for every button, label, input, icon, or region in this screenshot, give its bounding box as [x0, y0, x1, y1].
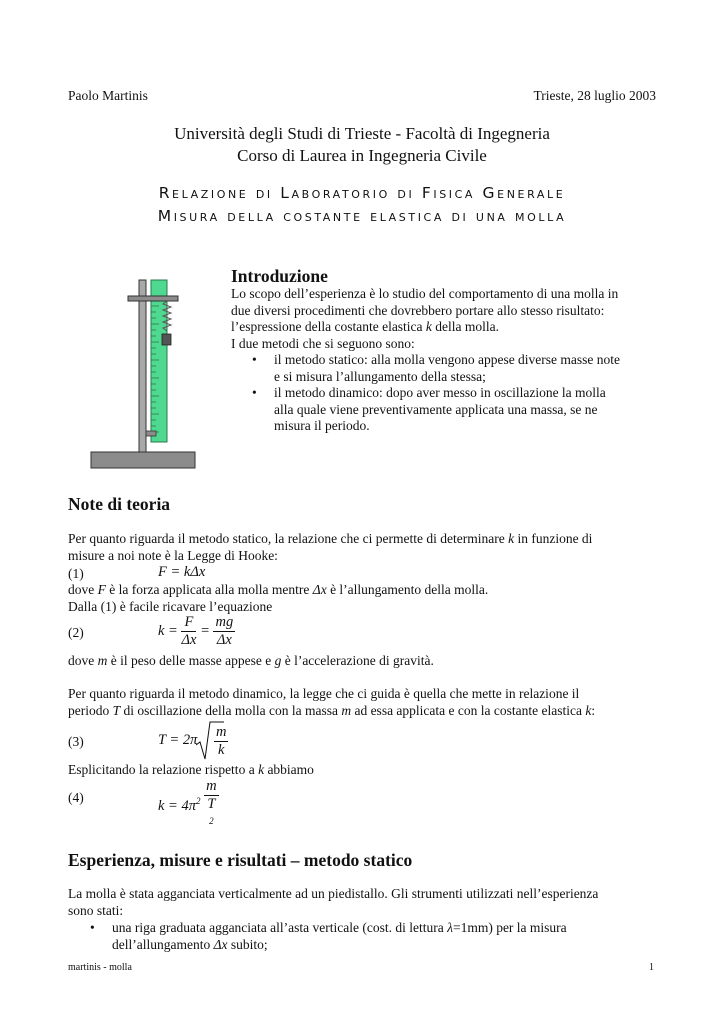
intro-k-symbol: k [425, 319, 432, 335]
static-bullet-list [90, 920, 680, 953]
eq3-fraction [214, 724, 228, 759]
text-b: è il peso delle masse appese e [107, 653, 275, 668]
bullet-1-line-2: e si misura l’allungamento della stessa; [274, 368, 486, 384]
k-symbol: k [258, 762, 265, 777]
theory-paragraph-2 [68, 582, 668, 615]
intro-bullet-list [252, 352, 620, 435]
text-a: Esplicitando la relazione rispetto a [68, 762, 259, 777]
theory-heading: Note di teoria [68, 494, 171, 514]
bullet-2-line-2: alla quale viene preventivamente applicata una massa, se ne [274, 401, 598, 417]
stand-base [91, 452, 195, 468]
top-arm [128, 296, 178, 301]
hanging-mass [162, 334, 171, 345]
list-item [252, 385, 620, 435]
dx-symbol: Δx [213, 936, 228, 952]
report-title-line-2: Misura della costante elastica di una molla [157, 207, 567, 225]
text-b: di oscillazione della molla con la massa [120, 702, 342, 718]
text-b: subito; [227, 936, 268, 952]
eq1-label: (1) [68, 566, 84, 581]
list-item [252, 352, 620, 385]
static-method-heading: Esperienza, misure e risultati – metodo statico [68, 850, 413, 870]
k-symbol: k [585, 702, 592, 718]
static-p1-line-2: sono stati: [68, 902, 124, 918]
text-b: =1mm) per la misura [452, 920, 567, 935]
theory-p5-line-2 [68, 703, 678, 720]
intro-paragraph [231, 286, 671, 352]
eq4-fraction [204, 778, 218, 835]
bullet-2-line-3: misura il periodo. [274, 418, 370, 434]
bullet-2-line-1: il metodo dinamico: dopo aver messo in oscillazione la molla [274, 385, 606, 401]
theory-paragraph-4 [68, 653, 668, 670]
eq4-lhs: k = 4π [158, 797, 196, 814]
fraction-numerator: m [216, 724, 227, 740]
theory-paragraph-5 [68, 686, 678, 719]
m-symbol: m [97, 653, 108, 668]
m-symbol: m [341, 702, 352, 718]
T-symbol: T [112, 702, 121, 718]
text-b: è la forza applicata alla molla mentre [105, 582, 313, 597]
eq2-fraction-2 [213, 614, 235, 649]
list-item [90, 920, 680, 953]
fraction-denominator: Δx [181, 632, 197, 648]
intro-line-1: Lo scopo dell’esperienza è lo studio del comportamento di una molla in [231, 286, 619, 301]
institution-line-2: Corso di Laurea in Ingegneria Civile [237, 146, 487, 165]
k-symbol: k [508, 531, 515, 546]
eq2-formula [158, 614, 235, 649]
author-name: Paolo Martinis [68, 88, 148, 103]
text-c: è l’allungamento della molla. [326, 582, 489, 597]
stand-pole [139, 280, 146, 452]
footer-doc-name: martinis - molla [68, 962, 132, 973]
theory-p2-line [68, 582, 668, 599]
static-p1-line-1: La molla è stata agganciata verticalmente ad un piedistallo. Gli strumenti utilizzati nell’esperienza [68, 886, 599, 901]
text-d: : [591, 702, 596, 718]
eq2-label: (2) [68, 625, 84, 640]
theory-p1-line-2: misure a noi note è la Legge di Hooke: [68, 547, 278, 563]
eq4-pi-exponent: 2 [196, 795, 201, 806]
fraction-denominator: Δx [216, 632, 232, 648]
theory-paragraph-1 [68, 531, 668, 564]
theory-p5-line-1: Per quanto riguarda il metodo dinamico, la legge che ci guida è quella che mette in relazione il [68, 686, 580, 701]
spring-apparatus-figure [88, 276, 200, 472]
static-paragraph-1 [68, 886, 678, 919]
fraction-denominator [204, 796, 218, 835]
lambda-symbol: λ [447, 920, 453, 935]
eq3-lhs: T = 2π [158, 732, 198, 748]
text-a: Per quanto riguarda il metodo statico, la relazione che ci permette di determinare [68, 531, 509, 546]
fraction-denominator: k [218, 742, 225, 758]
place-date: Trieste, 28 luglio 2003 [533, 88, 656, 103]
fraction-numerator: F [181, 614, 196, 632]
eq4-formula [158, 778, 219, 835]
bullet-icon: • [252, 352, 257, 367]
dx-symbol: Δx [312, 582, 327, 597]
bullet-1-line-1: il metodo statico: alla molla vengono appese diverse masse note [274, 352, 621, 367]
bullet-icon: • [252, 385, 257, 401]
text-a: dove [68, 653, 98, 668]
institution-line-1: Università degli Studi di Trieste - Facoltà di Ingegneria [174, 124, 550, 143]
text-a: una riga graduata agganciata all’asta verticale (cost. di lettura [112, 920, 448, 935]
theory-p3-line: Dalla (1) è facile ricavare l’equazione [68, 598, 273, 614]
T-exponent: 2 [209, 816, 214, 826]
fraction-numerator: mg [215, 614, 234, 630]
intro-heading: Introduzione [231, 266, 328, 286]
text-b: in funzione di [514, 531, 593, 546]
report-title-line-1: Relazione di Laboratorio di Fisica Generale [158, 184, 566, 202]
text-b: abbiamo [264, 762, 314, 777]
eq2-fraction-1 [181, 614, 196, 649]
bottom-clamp [146, 431, 156, 436]
theory-p4-line [68, 653, 668, 670]
text-a: dell’allungamento [112, 936, 214, 952]
text-a: dove [68, 582, 98, 597]
theory-p6-line [68, 762, 668, 779]
text-a: periodo [68, 702, 113, 718]
eq4-label: (4) [68, 790, 84, 805]
theory-paragraph-6 [68, 762, 668, 779]
bullet-icon: • [90, 920, 95, 935]
eq2-lhs: k = [158, 622, 178, 639]
intro-line-3-b: della molla. [431, 319, 500, 335]
eq3-label: (3) [68, 734, 84, 749]
eq1-hooke-law: F = kΔx [158, 564, 206, 580]
fraction-numerator: m [206, 778, 217, 794]
intro-line-3 [231, 319, 671, 336]
static-bullet-line-1 [112, 920, 680, 937]
intro-line-2: due diversi procedimenti che dovrebbero portare allo stesso risultato: [231, 302, 605, 318]
intro-line-4: I due metodi che si seguono sono: [231, 335, 415, 351]
theory-p1-line-1 [68, 531, 668, 548]
eq2-equals: = [200, 622, 210, 639]
text-c: ad essa applicata e con la costante elastica [351, 702, 586, 718]
intro-line-3-a: l’espressione della costante elastica [231, 319, 426, 335]
page-number: 1 [649, 962, 654, 973]
g-symbol: g [274, 653, 282, 668]
F-symbol: F [97, 582, 106, 597]
T-symbol: T [207, 796, 216, 812]
text-c: è l’accelerazione di gravità. [281, 653, 434, 668]
static-bullet-line-2 [112, 937, 680, 954]
